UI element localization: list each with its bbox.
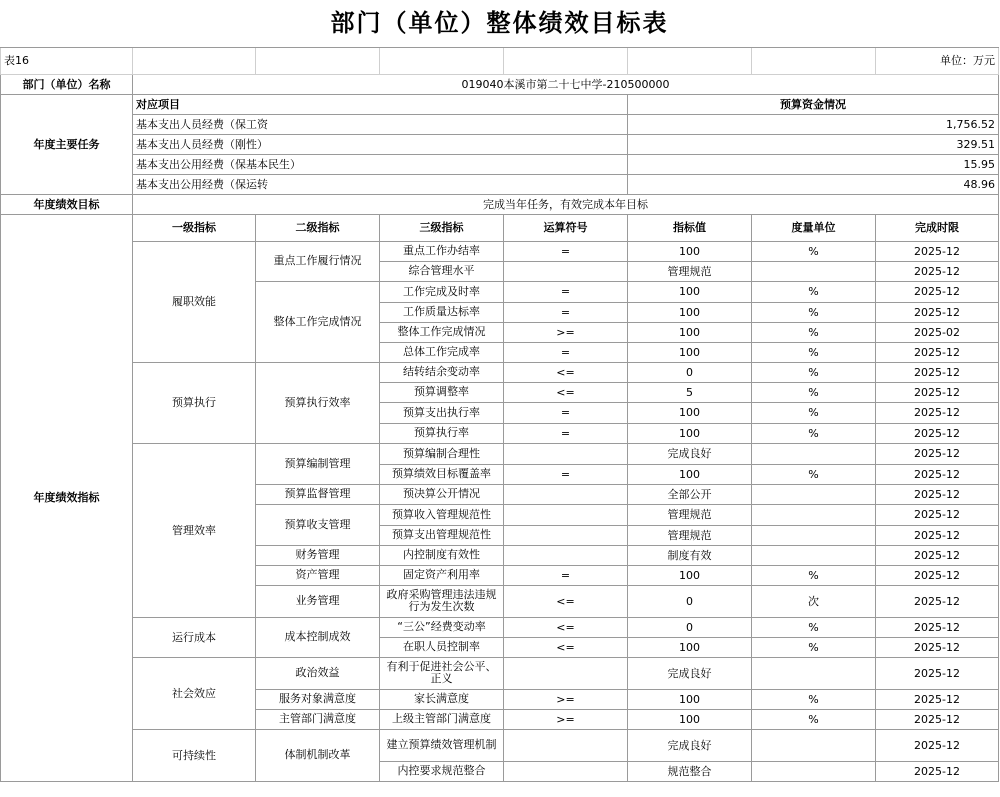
- deadline: 2025-12: [876, 565, 999, 585]
- operator: <=: [504, 637, 628, 657]
- page-title: 部门（单位）整体绩效目标表: [1, 0, 999, 47]
- column-header: 完成时限: [876, 214, 999, 241]
- level2-indicator: 财务管理: [256, 545, 380, 565]
- empty-cell: [628, 47, 752, 74]
- measure-unit: %: [752, 464, 876, 484]
- indicator-value: 100: [628, 464, 752, 484]
- level2-indicator: 成本控制成效: [256, 617, 380, 657]
- measure-unit: [752, 443, 876, 464]
- level3-indicator: 政府采购管理违法违规行为发生次数: [380, 585, 504, 617]
- measure-unit: %: [752, 689, 876, 709]
- level3-indicator: 工作完成及时率: [380, 281, 504, 302]
- level1-indicator: 履职效能: [133, 241, 256, 362]
- level3-indicator: 整体工作完成情况: [380, 322, 504, 342]
- empty-cell: [256, 47, 380, 74]
- empty-cell: [752, 47, 876, 74]
- measure-unit: [752, 545, 876, 565]
- level3-indicator: 综合管理水平: [380, 261, 504, 281]
- operator: =: [504, 423, 628, 443]
- measure-unit: %: [752, 302, 876, 322]
- measure-unit: %: [752, 382, 876, 402]
- level2-indicator: 业务管理: [256, 585, 380, 617]
- task-item: 基本支出公用经费（保基本民生）: [133, 154, 628, 174]
- deadline: 2025-12: [876, 545, 999, 565]
- deadline: 2025-12: [876, 585, 999, 617]
- operator: =: [504, 464, 628, 484]
- measure-unit: [752, 525, 876, 545]
- indicator-value: 100: [628, 637, 752, 657]
- tasks-item-header: 对应项目: [133, 94, 628, 114]
- deadline: 2025-12: [876, 382, 999, 402]
- indicator-value: 100: [628, 342, 752, 362]
- indicator-value: 100: [628, 241, 752, 261]
- task-item: 基本支出公用经费（保运转: [133, 174, 628, 194]
- level3-indicator: 工作质量达标率: [380, 302, 504, 322]
- table-number: 表16: [1, 47, 133, 74]
- indicator-value: 100: [628, 423, 752, 443]
- task-amount: 15.95: [628, 154, 999, 174]
- level1-indicator: 社会效应: [133, 657, 256, 729]
- deadline: 2025-12: [876, 617, 999, 637]
- operator: =: [504, 281, 628, 302]
- measure-unit: %: [752, 402, 876, 423]
- indicator-value: 0: [628, 617, 752, 637]
- level2-indicator: 预算执行效率: [256, 362, 380, 443]
- measure-unit: [752, 261, 876, 281]
- annual-goal-text: 完成当年任务，有效完成本年目标: [133, 194, 999, 214]
- task-amount: 48.96: [628, 174, 999, 194]
- indicator-value: 管理规范: [628, 261, 752, 281]
- deadline: 2025-12: [876, 504, 999, 525]
- deadline: 2025-02: [876, 322, 999, 342]
- measure-unit: 次: [752, 585, 876, 617]
- level3-indicator: 建立预算绩效管理机制: [380, 729, 504, 761]
- task-amount: 1,756.52: [628, 114, 999, 134]
- indicator-value: 100: [628, 689, 752, 709]
- measure-unit: [752, 761, 876, 781]
- operator: [504, 525, 628, 545]
- level3-indicator: 预算调整率: [380, 382, 504, 402]
- level3-indicator: 内控要求规范整合: [380, 761, 504, 781]
- indicator-value: 管理规范: [628, 504, 752, 525]
- level2-indicator: 体制机制改革: [256, 729, 380, 781]
- annual-tasks-label: 年度主要任务: [1, 94, 133, 194]
- annual-goal-label: 年度绩效目标: [1, 194, 133, 214]
- operator: =: [504, 402, 628, 423]
- deadline: 2025-12: [876, 637, 999, 657]
- column-header: 指标值: [628, 214, 752, 241]
- indicator-value: 完成良好: [628, 443, 752, 464]
- level3-indicator: 总体工作完成率: [380, 342, 504, 362]
- deadline: 2025-12: [876, 464, 999, 484]
- measure-unit: [752, 484, 876, 504]
- level3-indicator: 预决算公开情况: [380, 484, 504, 504]
- deadline: 2025-12: [876, 689, 999, 709]
- deadline: 2025-12: [876, 302, 999, 322]
- deadline: 2025-12: [876, 342, 999, 362]
- level3-indicator: 固定资产利用率: [380, 565, 504, 585]
- empty-cell: [380, 47, 504, 74]
- measure-unit: %: [752, 423, 876, 443]
- indicator-value: 5: [628, 382, 752, 402]
- deadline: 2025-12: [876, 362, 999, 382]
- tasks-budget-header: 预算资金情况: [628, 94, 999, 114]
- level3-indicator: 预算执行率: [380, 423, 504, 443]
- level3-indicator: 有利于促进社会公平、正义: [380, 657, 504, 689]
- operator: [504, 443, 628, 464]
- level2-indicator: 重点工作履行情况: [256, 241, 380, 281]
- measure-unit: %: [752, 322, 876, 342]
- deadline: 2025-12: [876, 281, 999, 302]
- level2-indicator: 主管部门满意度: [256, 709, 380, 729]
- dept-name-value: 019040本溪市第二十七中学-210500000: [133, 74, 999, 94]
- operator: [504, 761, 628, 781]
- operator: [504, 504, 628, 525]
- column-header: 二级指标: [256, 214, 380, 241]
- level2-indicator: 资产管理: [256, 565, 380, 585]
- level1-indicator: 预算执行: [133, 362, 256, 443]
- measure-unit: %: [752, 241, 876, 261]
- task-item: 基本支出人员经费（刚性）: [133, 134, 628, 154]
- measure-unit: %: [752, 565, 876, 585]
- level3-indicator: 预算编制合理性: [380, 443, 504, 464]
- operator: [504, 545, 628, 565]
- operator: [504, 657, 628, 689]
- measure-unit: %: [752, 362, 876, 382]
- level1-indicator: 运行成本: [133, 617, 256, 657]
- level2-indicator: 预算编制管理: [256, 443, 380, 484]
- level2-indicator: 预算监督管理: [256, 484, 380, 504]
- operator: <=: [504, 382, 628, 402]
- indicator-value: 100: [628, 302, 752, 322]
- deadline: 2025-12: [876, 241, 999, 261]
- column-header: 一级指标: [133, 214, 256, 241]
- dept-name-label: 部门（单位）名称: [1, 74, 133, 94]
- measure-unit: [752, 729, 876, 761]
- indicator-value: 100: [628, 322, 752, 342]
- indicator-value: 100: [628, 402, 752, 423]
- indicator-value: 100: [628, 281, 752, 302]
- indicators-label: 年度绩效指标: [1, 214, 133, 781]
- level3-indicator: 预算支出执行率: [380, 402, 504, 423]
- indicator-value: 100: [628, 565, 752, 585]
- deadline: 2025-12: [876, 729, 999, 761]
- deadline: 2025-12: [876, 423, 999, 443]
- indicator-value: 规范整合: [628, 761, 752, 781]
- indicator-value: 0: [628, 362, 752, 382]
- level2-indicator: 整体工作完成情况: [256, 281, 380, 362]
- column-header: 运算符号: [504, 214, 628, 241]
- level1-indicator: 可持续性: [133, 729, 256, 781]
- level3-indicator: 重点工作办结率: [380, 241, 504, 261]
- measure-unit: [752, 504, 876, 525]
- measure-unit: %: [752, 637, 876, 657]
- operator: [504, 484, 628, 504]
- level3-indicator: 家长满意度: [380, 689, 504, 709]
- measure-unit: %: [752, 709, 876, 729]
- level3-indicator: 结转结余变动率: [380, 362, 504, 382]
- operator: >=: [504, 322, 628, 342]
- empty-cell: [133, 47, 256, 74]
- unit-label: 单位：万元: [876, 47, 999, 74]
- level2-indicator: 服务对象满意度: [256, 689, 380, 709]
- indicator-value: 制度有效: [628, 545, 752, 565]
- column-header: 三级指标: [380, 214, 504, 241]
- level2-indicator: 预算收支管理: [256, 504, 380, 545]
- deadline: 2025-12: [876, 525, 999, 545]
- indicator-value: 100: [628, 709, 752, 729]
- deadline: 2025-12: [876, 443, 999, 464]
- operator: [504, 261, 628, 281]
- level3-indicator: 预算收入管理规范性: [380, 504, 504, 525]
- indicator-value: 完成良好: [628, 729, 752, 761]
- measure-unit: %: [752, 617, 876, 637]
- deadline: 2025-12: [876, 657, 999, 689]
- operator: >=: [504, 709, 628, 729]
- deadline: 2025-12: [876, 709, 999, 729]
- task-item: 基本支出人员经费（保工资: [133, 114, 628, 134]
- operator: <=: [504, 617, 628, 637]
- operator: =: [504, 302, 628, 322]
- operator: =: [504, 565, 628, 585]
- deadline: 2025-12: [876, 484, 999, 504]
- column-header: 度量单位: [752, 214, 876, 241]
- level3-indicator: 在职人员控制率: [380, 637, 504, 657]
- level3-indicator: 预算支出管理规范性: [380, 525, 504, 545]
- operator: [504, 729, 628, 761]
- level3-indicator: 预算绩效目标覆盖率: [380, 464, 504, 484]
- empty-cell: [504, 47, 628, 74]
- deadline: 2025-12: [876, 402, 999, 423]
- indicator-value: 完成良好: [628, 657, 752, 689]
- operator: =: [504, 241, 628, 261]
- level3-indicator: 上级主管部门满意度: [380, 709, 504, 729]
- deadline: 2025-12: [876, 261, 999, 281]
- task-amount: 329.51: [628, 134, 999, 154]
- level2-indicator: 政治效益: [256, 657, 380, 689]
- level1-indicator: 管理效率: [133, 443, 256, 617]
- deadline: 2025-12: [876, 761, 999, 781]
- measure-unit: [752, 657, 876, 689]
- operator: <=: [504, 362, 628, 382]
- measure-unit: %: [752, 342, 876, 362]
- indicator-value: 全部公开: [628, 484, 752, 504]
- measure-unit: %: [752, 281, 876, 302]
- level3-indicator: “三公”经费变动率: [380, 617, 504, 637]
- operator: >=: [504, 689, 628, 709]
- operator: <=: [504, 585, 628, 617]
- operator: =: [504, 342, 628, 362]
- indicator-value: 0: [628, 585, 752, 617]
- level3-indicator: 内控制度有效性: [380, 545, 504, 565]
- indicator-value: 管理规范: [628, 525, 752, 545]
